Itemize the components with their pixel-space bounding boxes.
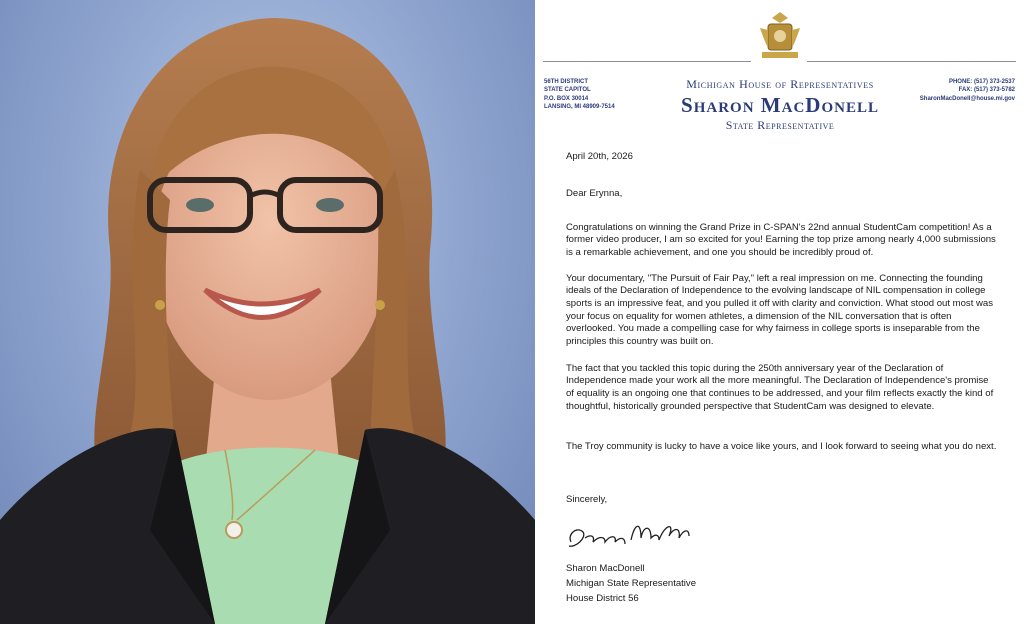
fax-line: FAX: (517) 373-5782 [958,87,1015,94]
representative-name: Sharon MacDonell [681,93,879,117]
representative-title: State Representative [725,118,835,132]
letter-paragraph: Your documentary, "The Pursuit of Fair Pay," left a real impression on me. Connecting the founding ideals of the Declaration of Independence to the evolving landscape of NIL compensation in college sports is an impressive feat, and you pulled it off with clarity and conviction. What stood out most was your focus on equality for women athletes, a dimension of the NIL conversation that is often overlooked. You made a compelling case for why fairness in college sports is inseparable from the principles this country was built on. [566,272,993,348]
letterhead-rule-left [543,61,751,62]
address-line: STATE CAPITOL [544,87,591,94]
address-line: P.O. BOX 30014 [544,95,589,102]
handwritten-signature [565,514,695,554]
signer-name: Sharon MacDonell [566,563,645,574]
email-line: SharonMacDonell@house.mi.gov [919,95,1015,102]
letter-page [535,0,1024,624]
phone-line: PHONE: (517) 373-2537 [948,79,1015,85]
letter-paragraph: The fact that you tackled this topic during the 250th anniversary year of the Declaration of Independence made your work all the more meaningful. The Declaration of Independence's promise of equality is an ongoing one that continues to be addressed, and your film reflects exactly the kind of thoughtful, historically grounded perspective that StudentCam was designed to elevate. [566,362,994,412]
address-line: 56TH DISTRICT [544,79,589,85]
michigan-seal-icon [754,10,806,64]
address-line: LANSING, MI 48909-7514 [544,104,615,111]
letter-paragraph: Congratulations on winning the Grand Prize in C-SPAN's 22nd annual StudentCam competition! As a former video producer, I am so excited for you! Earning the top prize among nearly 4,000 submissions is a remarkable achievement, and one you should be incredibly proud of. [566,221,996,258]
letterhead-rule-right [807,61,1016,62]
letter-paragraph: The Troy community is lucky to have a voice like yours, and I look forward to seeing what you do next. [566,440,997,452]
signer-block [566,561,998,606]
signer-district: House District 56 [566,593,639,604]
house-name: Michigan House of Representatives [686,77,874,91]
signer-title: Michigan State Representative [566,578,697,589]
letter-closing: Sincerely, [566,494,608,505]
letter-salutation: Dear Erynna, [566,188,623,199]
office-address [544,78,615,112]
letter-date: April 20th, 2026 [566,151,633,162]
